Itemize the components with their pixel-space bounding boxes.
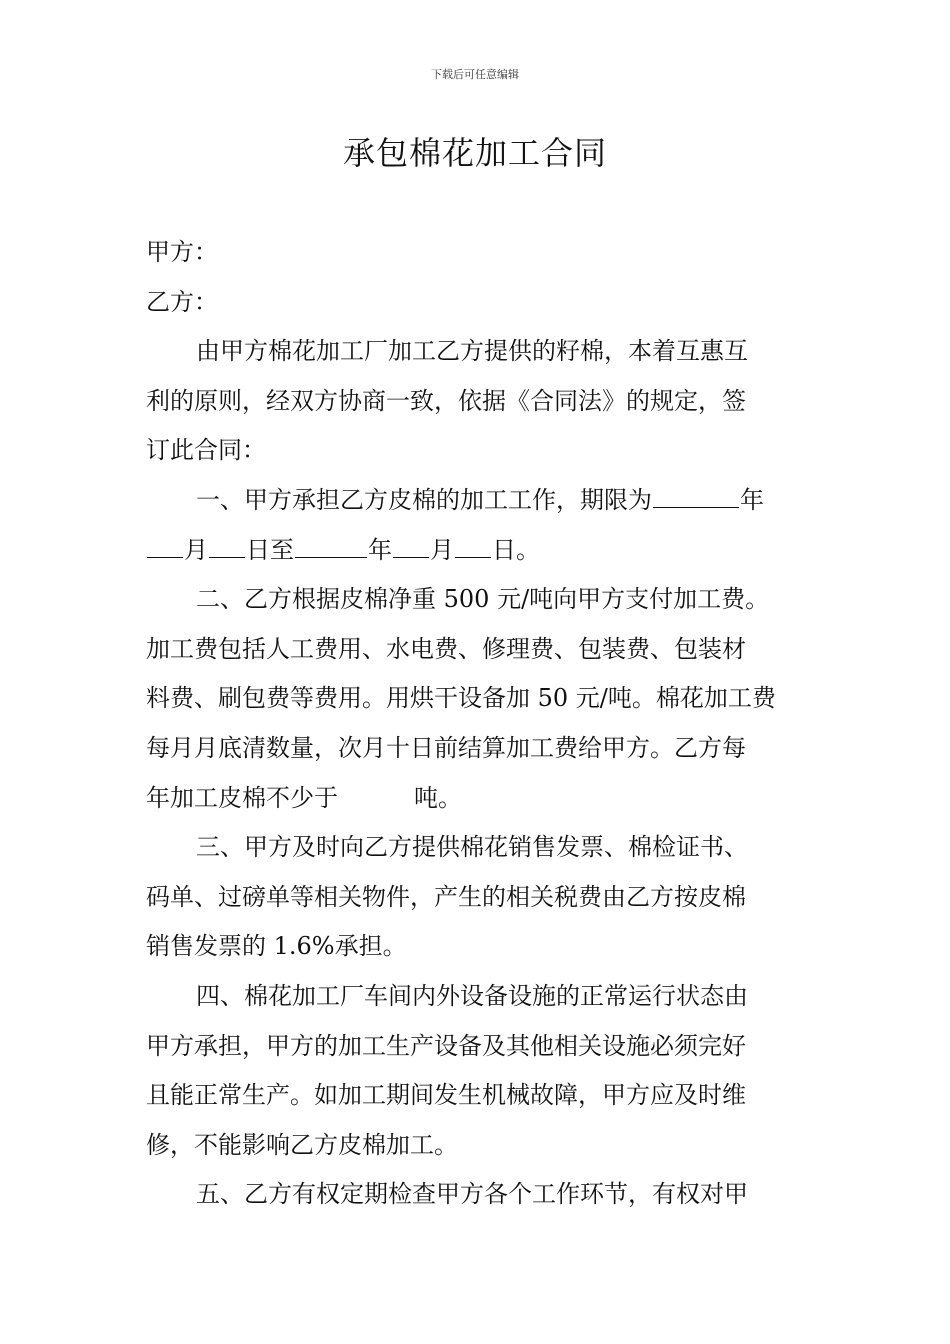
- clause-4-line: 四、棉花加工厂车间内外设备设施的正常运行状态由: [196, 981, 748, 1010]
- month-label: 月: [430, 535, 454, 564]
- document-title: 承包棉花加工合同: [342, 134, 607, 172]
- ton-label: 吨。: [414, 783, 462, 812]
- clause-1-line: [146, 476, 808, 526]
- preamble-line: 利的原则，经双方协商一致，依据《合同法》的规定，签: [146, 386, 746, 415]
- start-month-blank: [147, 533, 183, 558]
- year-label: 年: [368, 535, 392, 564]
- clause-2-line: [146, 774, 808, 824]
- party-a-label: 甲方：: [146, 238, 218, 266]
- end-month-blank: [393, 533, 429, 558]
- header-note: 下载后可任意编辑: [431, 68, 519, 81]
- clause-1-text: 一、甲方承担乙方皮棉的加工工作，期限为: [196, 485, 652, 514]
- min-quantity-text: 年加工皮棉不少于: [146, 783, 338, 812]
- clause-3-line: 销售发票的 1.6%承担。: [146, 932, 407, 961]
- clause-4-line: 修，不能影响乙方皮棉加工。: [146, 1130, 458, 1159]
- preamble-line: 订此合同：: [146, 436, 266, 465]
- clause-4-line: 甲方承担，甲方的加工生产设备及其他相关设施必须完好: [146, 1031, 746, 1060]
- day-end-label: 日。: [492, 535, 540, 564]
- clause-3-line: 码单、过磅单等相关物件，产生的相关税费由乙方按皮棉: [146, 882, 746, 911]
- clause-2-line: 每月月底清数量，次月十日前结算加工费给甲方。乙方每: [146, 733, 746, 762]
- clause-5-line: 五、乙方有权定期检查甲方各个工作环节，有权对甲: [196, 1180, 748, 1209]
- clause-2-line: 二、乙方根据皮棉净重 500 元/吨向甲方支付加工费。: [196, 585, 770, 614]
- clause-2-line: 料费、刷包费等费用。用烘干设备加 50 元/吨。棉花加工费: [146, 684, 776, 713]
- preamble-line: 由甲方棉花加工厂加工乙方提供的籽棉，本着互惠互: [196, 337, 748, 366]
- party-a-line: [146, 228, 808, 278]
- party-b-line: [146, 278, 808, 328]
- document-body: [146, 228, 808, 1220]
- day-to-label: 日至: [246, 535, 294, 564]
- start-year-blank: [653, 483, 739, 508]
- clause-3-line: 三、甲方及时向乙方提供棉花销售发票、棉检证书、: [196, 833, 748, 862]
- start-day-blank: [209, 533, 245, 558]
- end-year-blank: [295, 533, 367, 558]
- clause-2-line: 加工费包括人工费用、水电费、修理费、包装费、包装材: [146, 634, 746, 663]
- month-label: 月: [184, 535, 208, 564]
- end-day-blank: [455, 533, 491, 558]
- year-label: 年: [740, 485, 764, 514]
- clause-4-line: 且能正常生产。如加工期间发生机械故障，甲方应及时维: [146, 1081, 746, 1110]
- clause-1-line: [146, 526, 808, 576]
- party-b-label: 乙方：: [146, 287, 218, 316]
